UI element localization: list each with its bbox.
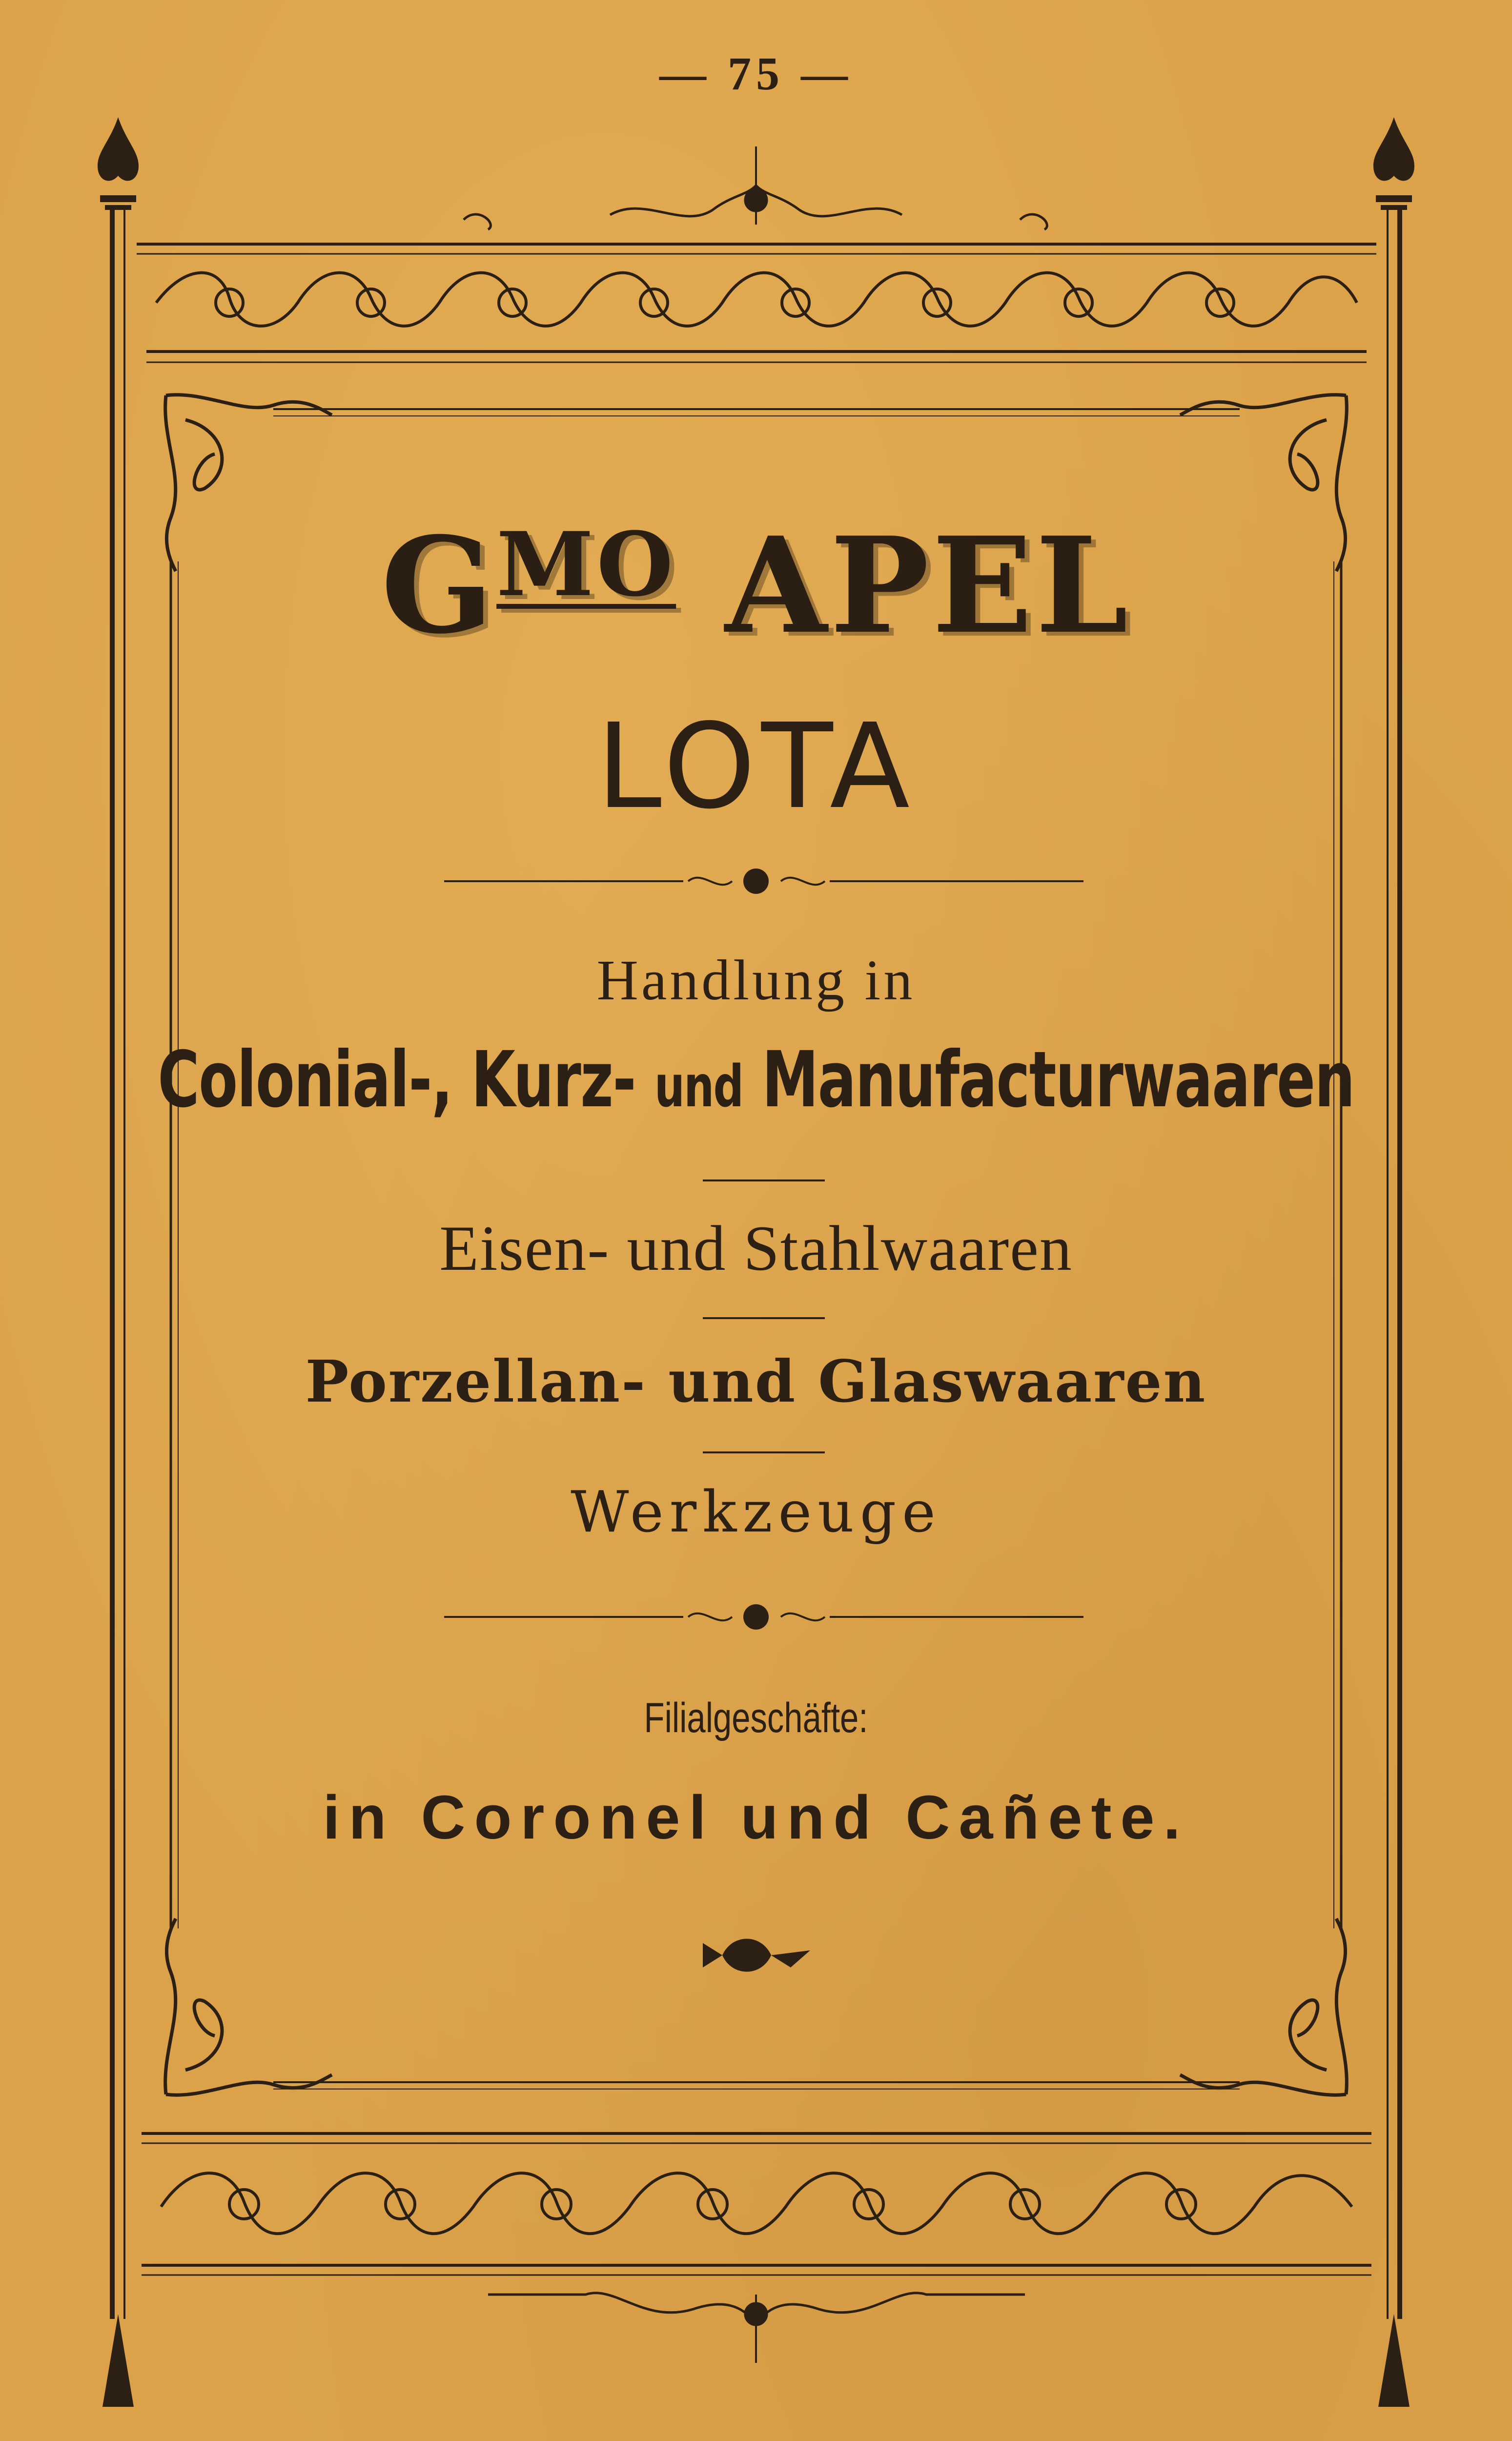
branches-places: in Coronel und Cañete. [323, 1783, 1189, 1852]
line-goods-b: Manufacturwaaren [762, 1035, 1354, 1125]
title-superscript: MO [496, 513, 676, 616]
branches-label: Filialgeschäfte: [644, 1695, 868, 1741]
line-goods-und: und [654, 1053, 743, 1120]
line-goods-a: Colonial-, Kurz- [158, 1035, 636, 1125]
advert-title [0, 508, 1512, 663]
town-name: LOTA [596, 698, 916, 835]
title-name: APEL [725, 508, 1131, 663]
line-handlung: Handlung in [596, 948, 916, 1012]
title-prefix: G [381, 508, 497, 663]
line-iron: Eisen- und Stahlwaaren [439, 1212, 1073, 1284]
line-goods [136, 1035, 1376, 1125]
line-tools: Werkzeuge [571, 1479, 941, 1545]
page-number: — 75 — [659, 47, 853, 100]
line-porcelain: Porzellan- und Glaswaaren [305, 1347, 1207, 1415]
